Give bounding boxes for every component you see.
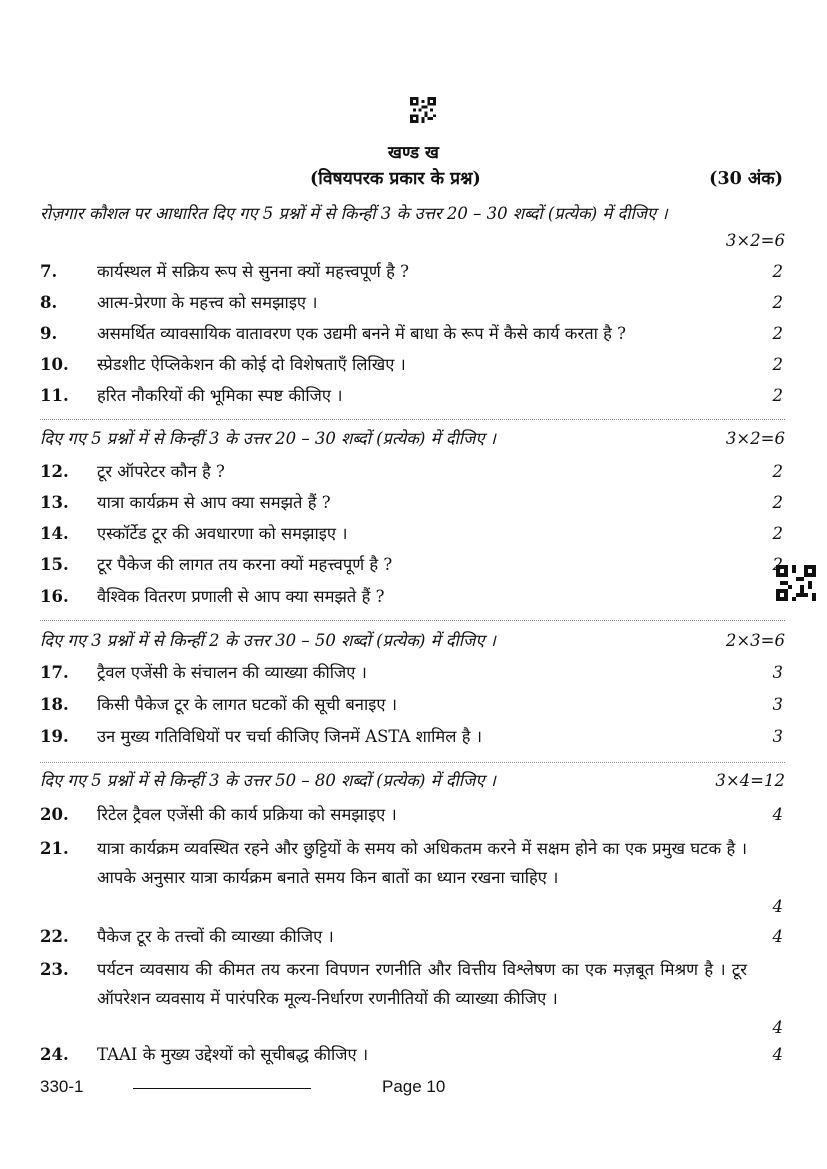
group-instruction — [40, 767, 785, 794]
question-text: टूर ऑपरेटर कौन है ? — [97, 462, 225, 481]
question-marks: 2 — [772, 555, 783, 574]
paper-code: 330-1 — [40, 1077, 84, 1096]
question-marks: 4 — [772, 1018, 783, 1037]
question-number: 24. — [40, 1045, 69, 1064]
question-text: टूर पैकेज की लागत तय करना क्यों महत्त्वपूर्ण है ? — [97, 555, 393, 574]
qr-code-icon — [410, 97, 436, 123]
question-marks: 2 — [772, 493, 783, 512]
section-total-marks: (30 अंक) — [709, 169, 783, 189]
question-number: 22. — [40, 927, 69, 946]
group-marks: 2×3=6 — [725, 631, 785, 650]
question-number: 7. — [40, 262, 58, 281]
question-marks: 2 — [772, 462, 783, 481]
question-number: 11. — [40, 386, 69, 405]
question-text: कार्यस्थल में सक्रिय रूप से सुनना क्यों महत्त्वपूर्ण है ? — [97, 262, 409, 281]
question-marks: 4 — [772, 805, 783, 824]
question-number: 20. — [40, 805, 69, 824]
section-title: खण्ड ख — [388, 143, 439, 163]
question-number: 12. — [40, 462, 69, 481]
question-marks: 2 — [772, 386, 783, 405]
question-text: पैकेज टूर के तत्त्वों की व्याख्या कीजिए । — [97, 927, 334, 946]
question-number: 18. — [40, 695, 69, 714]
question-marks: 2 — [772, 324, 783, 343]
question-marks: 4 — [772, 1045, 783, 1064]
footer-rule — [133, 1088, 311, 1089]
instruction-text: दिए गए 3 प्रश्नों में से किन्हीं 2 के उत्तर 30 – 50 शब्दों (प्रत्येक) में दीजिए । — [40, 631, 496, 650]
question-text: ट्रैवल एजेंसी के संचालन की व्याख्या कीजिए । — [97, 663, 367, 682]
question-number: 9. — [40, 324, 58, 343]
question-marks: 2 — [772, 524, 783, 543]
group-marks: 3×4=12 — [715, 771, 785, 790]
question-number: 10. — [40, 355, 69, 374]
question-marks: 4 — [772, 927, 783, 946]
question-row — [40, 834, 785, 924]
question-text: वैश्विक वितरण प्रणाली से आप क्या समझते हैं ? — [97, 587, 385, 606]
question-text: यात्रा कार्यक्रम से आप क्या समझते हैं ? — [97, 493, 331, 512]
question-marks: 2 — [772, 293, 783, 312]
question-text: रिटेल ट्रैवल एजेंसी की कार्य प्रक्रिया को समझाइए । — [97, 805, 397, 824]
divider — [40, 419, 785, 420]
question-marks: 4 — [772, 897, 783, 916]
group-instruction — [40, 200, 785, 256]
question-row — [40, 955, 785, 1045]
group-instruction — [40, 425, 785, 452]
section-subtitle: (विषयपरक प्रकार के प्रश्न) — [310, 169, 481, 189]
question-marks: 3 — [772, 727, 783, 746]
question-number: 21. — [40, 839, 69, 858]
question-text: एस्कॉर्टेड टूर की अवधारणा को समझाइए । — [97, 524, 348, 543]
question-text: आत्म-प्रेरणा के महत्त्व को समझाइए । — [97, 293, 318, 312]
question-text: यात्रा कार्यक्रम व्यवस्थित रहने और छुट्टियों के समय को अधिकतम करने में सक्षम होने का एक प्रमुख घटक है । आपके अनुसार यात्रा कार्यक्रम बनाते समय किन बातों का ध्यान रखना चाहिए । — [97, 839, 747, 887]
divider — [40, 762, 785, 763]
question-marks: 2 — [772, 262, 783, 281]
page-number: Page 10 — [382, 1077, 446, 1096]
question-number: 19. — [40, 727, 69, 746]
instruction-text: रोज़गार कौशल पर आधारित दिए गए 5 प्रश्नों में से किन्हीं 3 के उत्तर 20 – 30 शब्दों (प्रत्येक) में दीजिए । — [40, 204, 668, 223]
question-text: पर्यटन व्यवसाय की कीमत तय करना विपणन रणनीति और वित्तीय विश्लेषण का एक मज़बूत मिश्रण है । टूर ऑपरेशन व्यवसाय में पारंपरिक मूल्य-निर्धारण रणनीतियों की व्याख्या कीजिए । — [97, 960, 747, 1008]
question-number: 14. — [40, 524, 69, 543]
question-marks: 3 — [772, 695, 783, 714]
question-marks: 2 — [772, 355, 783, 374]
question-text: हरित नौकरियों की भूमिका स्पष्ट कीजिए । — [97, 386, 343, 405]
question-text: उन मुख्य गतिविधियों पर चर्चा कीजिए जिनमें ASTA शामिल है । — [97, 727, 482, 746]
question-number: 17. — [40, 663, 69, 682]
group-instruction — [40, 627, 785, 654]
question-number: 16. — [40, 587, 69, 606]
question-text: स्प्रेडशीट ऐप्लिकेशन की कोई दो विशेषताएँ लिखिए । — [97, 355, 406, 374]
group-marks: 3×2=6 — [725, 231, 785, 250]
divider — [40, 620, 785, 621]
question-number: 23. — [40, 960, 69, 979]
question-text: किसी पैकेज टूर के लागत घटकों की सूची बनाइए । — [97, 695, 397, 714]
instruction-text: दिए गए 5 प्रश्नों में से किन्हीं 3 के उत्तर 50 – 80 शब्दों (प्रत्येक) में दीजिए । — [40, 771, 496, 790]
question-number: 15. — [40, 555, 69, 574]
question-text: असमर्थित व्यावसायिक वातावरण एक उद्यमी बनने में बाधा के रूप में कैसे कार्य करता है ? — [97, 324, 626, 343]
question-text: TAAI के मुख्य उद्देश्यों को सूचीबद्ध कीजिए । — [97, 1045, 369, 1064]
instruction-text: दिए गए 5 प्रश्नों में से किन्हीं 3 के उत्तर 20 – 30 शब्दों (प्रत्येक) में दीजिए । — [40, 429, 496, 448]
question-number: 8. — [40, 293, 58, 312]
question-number: 13. — [40, 493, 69, 512]
group-marks: 3×2=6 — [725, 429, 785, 448]
question-marks: 3 — [772, 663, 783, 682]
